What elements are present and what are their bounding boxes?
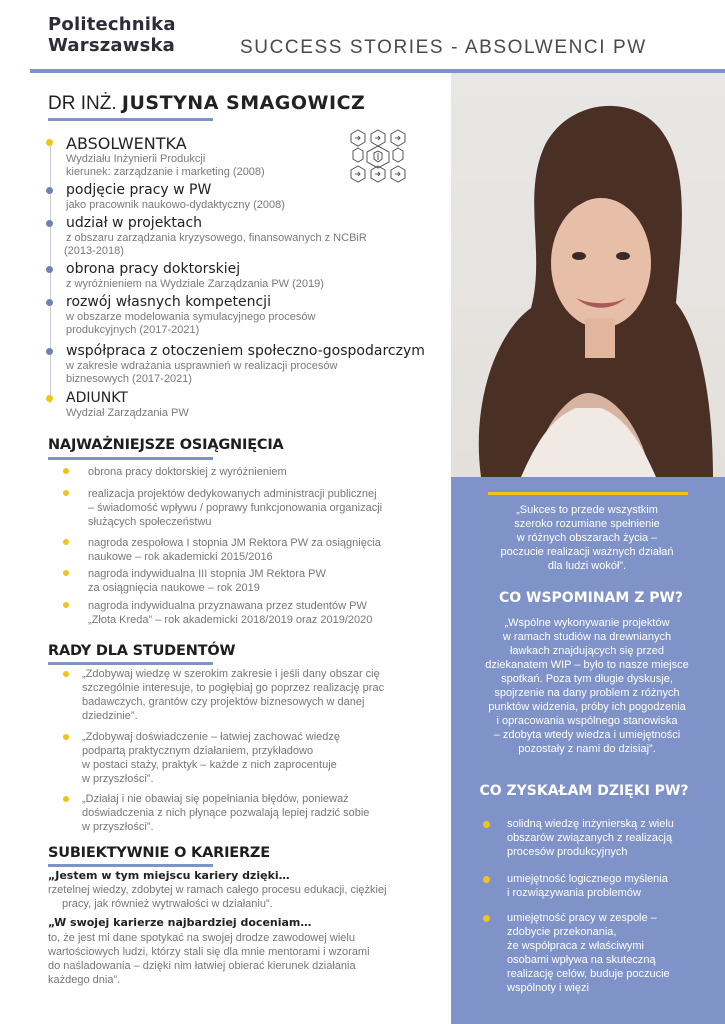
- career-title: SUBIEKTYWNIE O KARIERZE: [48, 845, 270, 861]
- university-logo: [48, 14, 176, 56]
- name-underline: [48, 118, 213, 121]
- advice-line: „Zdobywaj doświadczenie – łatwiej zachować wiedzę: [82, 731, 341, 743]
- timeline-desc: biznesowych (2017-2021): [66, 373, 192, 385]
- timeline-item-job-start: [66, 182, 446, 212]
- gain-line: i rozwiązywania problemów: [507, 887, 641, 899]
- career-quote-2-text: [48, 931, 410, 987]
- advice-line: „Działaj i nie obawiaj się popełniania błędów, ponieważ: [82, 793, 349, 805]
- achievement-line: za osiągnięcia naukowe – rok 2019: [88, 582, 260, 594]
- timeline-desc: jako pracownik naukowo-dydaktyczny (2008): [66, 199, 285, 211]
- career-line: pracy, jak również wytrwałości w działaniu”.: [62, 898, 273, 910]
- gain-line: że współpraca z właściwymi: [507, 940, 644, 952]
- portrait-photo: [451, 73, 725, 477]
- timeline-dot: [46, 187, 53, 194]
- achievement-line: naukowe – rok akademicki 2015/2016: [88, 551, 273, 563]
- bullet-dot: [63, 602, 69, 608]
- timeline-item-doctorate: [66, 261, 446, 291]
- career-line: każdego dnia”.: [48, 974, 121, 986]
- achievement-item: [88, 465, 410, 479]
- gain-line: procesów produkcyjnych: [507, 846, 628, 858]
- quote-line: dla ludzi wokół”.: [547, 560, 627, 572]
- advice-line: „Zdobywaj wiedzę w szerokim zakresie i jeśli dany obszar cię: [82, 668, 380, 680]
- achievement-line: „Złota Kreda” – rok akademicki 2018/2019 oraz 2019/2020: [88, 614, 373, 626]
- header-title: SUCCESS STORIES - ABSOLWENCI PW: [240, 37, 647, 58]
- bullet-dot: [483, 915, 490, 922]
- timeline-title: współpraca z otoczeniem społeczno-gospodarczym: [66, 343, 425, 359]
- person-name: [48, 92, 365, 115]
- timeline-item-cooperation: [66, 343, 446, 386]
- timeline-desc: kierunek: zarządzanie i marketing (2008): [66, 166, 265, 178]
- bullet-dot: [63, 796, 69, 802]
- advice-item: [82, 730, 410, 786]
- career-line: rzetelnej wiedzy, zdobytej w ramach całego procesu edukacji, ciężkiej: [48, 884, 387, 896]
- career-quote-2-heading: „W swojej karierze najbardziej doceniam…: [48, 916, 312, 929]
- advice-line: podpartą praktycznym działaniem, przykładowo: [82, 745, 314, 757]
- bullet-dot: [63, 490, 69, 496]
- timeline-desc: z obszaru zarządzania kryzysowego, finansowanych z NCBiR: [66, 232, 367, 244]
- gain-item: [507, 872, 707, 900]
- career-quote-1-text: [48, 883, 410, 911]
- advice-line: w przyszłości”.: [82, 773, 154, 785]
- achievements-title: NAJWAŻNIEJSZE OSIĄGNIĘCIA: [48, 437, 284, 453]
- quote-line: szeroko rozumiane spełnienie: [514, 518, 660, 530]
- gain-item: [507, 817, 707, 859]
- achievement-line: służących społeczeństwu: [88, 516, 212, 528]
- timeline-title: udział w projektach: [66, 215, 203, 231]
- gain-line: zdobycie przekonania,: [507, 926, 617, 938]
- gain-item: [507, 911, 707, 995]
- bullet-dot: [63, 468, 69, 474]
- timeline-title: podjęcie pracy w PW: [66, 182, 212, 198]
- memory-text: [462, 616, 712, 756]
- advice-line: doświadczenia z nich płynące pozwalają lepiej radzić sobie: [82, 807, 370, 819]
- gain-line: osobami wpływa na skuteczną: [507, 954, 656, 966]
- achievement-line: – świadomość wpływu / poprawy funkcjonowania organizacji: [88, 502, 383, 514]
- name-prefix: DR INŻ.: [48, 93, 117, 114]
- timeline-desc: produkcyjnych (2017-2021): [66, 324, 200, 336]
- achievement-item: [88, 536, 410, 564]
- gains-title: CO ZYSKAŁAM DZIĘKI PW?: [479, 783, 689, 799]
- timeline-desc: w zakresie wdrażania usprawnień w realizacji procesów: [66, 360, 338, 372]
- achievements-underline: [48, 457, 213, 460]
- achievement-item: [88, 487, 410, 529]
- timeline-title: rozwój własnych kompetencji: [66, 294, 271, 310]
- achievement-item: [88, 567, 410, 595]
- timeline-dot: [46, 266, 53, 273]
- career-underline: [48, 864, 213, 867]
- timeline-item-adjunct: [66, 390, 446, 420]
- gain-line: realizację celów, buduje poczucie: [507, 968, 670, 980]
- memory-line: punktów widzenia, próby ich pogodzenia: [488, 701, 686, 713]
- bullet-dot: [63, 539, 69, 545]
- gain-line: umiejętność logicznego myślenia: [507, 873, 668, 885]
- gain-line: umiejętność pracy w zespole –: [507, 912, 657, 924]
- timeline-dot: [46, 220, 53, 227]
- panel-accent-bar: [488, 492, 688, 495]
- advice-line: w przyszłości”.: [82, 821, 154, 833]
- advice-item: [82, 792, 410, 834]
- logo-line-1: Politechnika: [48, 14, 176, 35]
- success-quote: [462, 503, 712, 573]
- advice-line: szczególnie interesuje, to pogłębiaj go poprzez realizację prac: [82, 682, 385, 694]
- gain-line: solidną wiedzę inżynierską z wielu: [507, 818, 674, 830]
- achievement-line: nagroda indywidualna przyznawana przez studentów PW: [88, 600, 367, 612]
- quote-line: w różnych obszarach życia –: [516, 532, 658, 544]
- career-line: to, że jest mi dane spotykać na swojej drodze zawodowej wielu: [48, 932, 355, 944]
- bullet-dot: [63, 734, 69, 740]
- memory-line: spojrzenie na dany problem z różnych: [494, 687, 680, 699]
- timeline-desc: (2013-2018): [64, 245, 124, 257]
- advice-line: dziedzinie”.: [82, 710, 138, 722]
- advice-item: [82, 667, 410, 723]
- achievement-line: nagroda indywidualna III stopnia JM Rektora PW: [88, 568, 326, 580]
- memory-line: ławkach znajdujących się przed: [509, 645, 665, 657]
- bullet-dot: [483, 821, 490, 828]
- memory-title: CO WSPOMINAM Z PW?: [498, 590, 684, 606]
- timeline-dot: [46, 139, 53, 146]
- timeline-desc: Wydział Zarządzania PW: [66, 407, 189, 419]
- memory-line: pozostały z nami do dzisiaj”.: [518, 743, 656, 755]
- quote-line: poczucie realizacji ważnych działań: [500, 546, 674, 558]
- timeline-dot: [46, 348, 53, 355]
- achievement-item: [88, 599, 410, 627]
- memory-line: i opracowania wspólnego stanowiska: [496, 715, 678, 727]
- timeline-item-competences: [66, 294, 446, 337]
- timeline-title: ABSOLWENTKA: [66, 134, 187, 153]
- timeline-dot: [46, 299, 53, 306]
- timeline-title: obrona pracy doktorskiej: [66, 261, 241, 277]
- memory-line: „Wspólne wykonywanie projektów: [504, 617, 670, 629]
- timeline-desc: Wydziału Inżynierii Produkcji: [66, 153, 206, 165]
- memory-line: spotkań. Poza tym długie dyskusje,: [501, 673, 673, 685]
- logo-line-2: Warszawska: [48, 35, 176, 56]
- advice-title: RADY DLA STUDENTÓW: [48, 643, 236, 659]
- advice-line: badawczych, grantów czy projektów biznesowych w danej: [82, 696, 365, 708]
- memory-line: dziekanatem WIP – było to nasze miejsce: [485, 659, 689, 671]
- advice-underline: [48, 662, 213, 665]
- career-quote-1-heading: „Jestem w tym miejscu kariery dzięki…: [48, 869, 290, 882]
- timeline-desc: w obszarze modelowania symulacyjnego procesów: [66, 311, 316, 323]
- gain-line: wspólnoty i więzi: [507, 982, 589, 994]
- hexagon-emblem-icon: [347, 127, 409, 185]
- gain-line: obszarów związanych z realizacją: [507, 832, 673, 844]
- timeline-item-projects: [66, 215, 446, 258]
- achievement-line: realizacja projektów dedykowanych administracji publicznej: [88, 488, 377, 500]
- timeline-title: ADIUNKT: [66, 390, 128, 406]
- timeline-dot: [46, 395, 53, 402]
- quote-line: „Sukces to przede wszystkim: [516, 504, 658, 516]
- memory-line: – zdobyta wtedy wiedza i umiejętności: [493, 729, 681, 741]
- career-line: do naśladowania – dzięki nim łatwiej obierać kierunek działania: [48, 960, 356, 972]
- advice-line: w postaci staży, praktyk – każde z nich zaprocentuje: [82, 759, 337, 771]
- bullet-dot: [483, 876, 490, 883]
- memory-line: w ramach studiów na drewnianych: [502, 631, 672, 643]
- name-main: JUSTYNA SMAGOWICZ: [121, 92, 366, 114]
- bullet-dot: [63, 570, 69, 576]
- achievement-line: obrona pracy doktorskiej z wyróżnieniem: [88, 466, 287, 478]
- timeline-desc: z wyróżnieniem na Wydziale Zarządzania PW (2019): [66, 278, 324, 290]
- achievement-line: nagroda zespołowa I stopnia JM Rektora PW za osiągnięcia: [88, 537, 381, 549]
- bullet-dot: [63, 671, 69, 677]
- career-line: wartościowych ludzi, którzy stali się dla mnie mentorami i wzorami: [48, 946, 370, 958]
